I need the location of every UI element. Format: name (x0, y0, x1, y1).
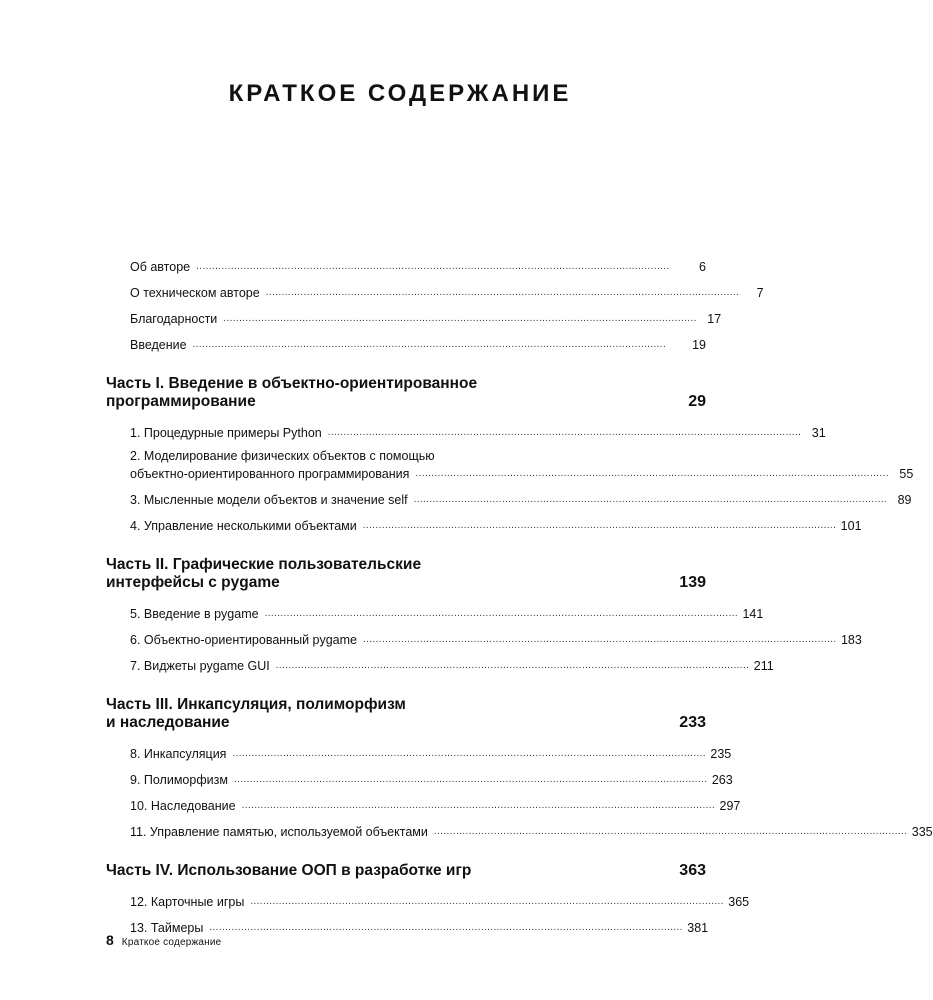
toc-entry-title: 6. Объектно-ориентированный pygame (130, 633, 358, 647)
toc-chapter-1[interactable] (106, 423, 826, 441)
toc-entry-title: Благодарности (130, 312, 218, 326)
dot-leader (414, 490, 886, 508)
dot-leader (234, 770, 706, 788)
toc-entry-page: 19 (692, 338, 706, 352)
toc-entry-title-cont: объектно-ориентированного программирования (130, 467, 410, 481)
toc-entry-title: 5. Введение в pygame (130, 607, 259, 621)
toc-part-2[interactable] (106, 556, 706, 592)
page-footer (106, 932, 221, 948)
toc-entry-page: 7 (756, 286, 764, 300)
part-title-line1: Часть IV. Использование ООП в разработке игр (106, 862, 472, 879)
toc-entry-page: 335 (911, 825, 933, 839)
toc-entry-page: 141 (742, 607, 764, 621)
toc-entry-title: 10. Наследование (130, 799, 236, 813)
footer-label: Краткое содержание (121, 937, 222, 948)
toc-entry-title: 4. Управление несколькими объектами (130, 519, 357, 533)
toc-chapter-4[interactable] (106, 516, 862, 534)
toc-chapter-10[interactable] (106, 796, 741, 814)
toc-entry-title: Об авторе (130, 260, 191, 274)
dot-leader (276, 656, 748, 674)
toc-entry-page: 365 (728, 895, 750, 909)
dot-leader (250, 892, 722, 910)
part-title-line2: программирование (106, 393, 256, 410)
toc-chapter-3[interactable] (106, 490, 912, 508)
toc-entry-page: 297 (719, 799, 741, 813)
dot-leader (209, 918, 681, 936)
part-page: 363 (679, 862, 706, 879)
part-page: 139 (679, 574, 706, 591)
toc-entry-page: 55 (899, 467, 914, 481)
toc-part-4[interactable] (106, 862, 706, 880)
toc-chapter-2[interactable] (106, 448, 914, 482)
toc-entry-page: 6 (699, 260, 706, 274)
toc-chapter-5[interactable] (106, 604, 764, 622)
toc-chapter-7[interactable] (106, 656, 774, 674)
toc-chapter-6[interactable] (106, 630, 862, 648)
toc-entry-acknowledgments[interactable] (106, 309, 722, 327)
dot-leader (363, 630, 835, 648)
toc-entry-tech-author[interactable] (106, 283, 764, 301)
toc-entry-title: 2. Моделирование физических объектов с помощью (130, 449, 435, 463)
toc-entry-title: 1. Процедурные примеры Python (130, 426, 322, 440)
toc-entry-page: 235 (710, 747, 732, 761)
toc-entry-title: 9. Полиморфизм (130, 773, 228, 787)
dot-leader (265, 604, 737, 622)
dot-leader (196, 257, 680, 275)
toc-entry-page: 89 (897, 493, 912, 507)
toc-entry-page: 31 (811, 426, 826, 440)
toc-entry-introduction[interactable] (106, 335, 706, 353)
toc-chapter-11[interactable] (106, 822, 933, 840)
toc-entry-page: 211 (753, 659, 774, 673)
dot-leader (223, 309, 695, 327)
toc-chapter-8[interactable] (106, 744, 732, 762)
page-title: КРАТКОЕ СОДЕРЖАНИЕ (228, 80, 572, 107)
part-title-line2: и наследование (106, 714, 230, 731)
part-title-line2: интерфейсы с pygame (106, 574, 280, 591)
dot-leader (242, 796, 714, 814)
dot-leader (232, 744, 704, 762)
dot-leader (193, 335, 680, 353)
footer-page-number: 8 (106, 932, 114, 948)
part-page: 29 (688, 393, 706, 410)
toc-entry-title: Введение (130, 338, 187, 352)
table-of-contents (106, 257, 933, 936)
part-title-line1: Часть I. Введение в объектно-ориентированное (106, 375, 478, 392)
toc-entry-title: 13. Таймеры (130, 921, 204, 935)
dot-leader (266, 283, 738, 301)
toc-entry-title: 11. Управление памятью, используемой объектами (130, 825, 428, 839)
dot-leader (434, 822, 906, 840)
toc-chapter-9[interactable] (106, 770, 733, 788)
part-title-line1: Часть II. Графические пользовательские (106, 556, 422, 573)
dot-leader (328, 423, 800, 441)
toc-part-3[interactable] (106, 696, 706, 732)
toc-part-1[interactable] (106, 375, 706, 411)
dot-leader (363, 516, 835, 534)
toc-entry-page: 183 (840, 633, 862, 647)
toc-entry-title: 3. Мысленные модели объектов и значение self (130, 493, 408, 507)
toc-entry-title: 12. Карточные игры (130, 895, 245, 909)
toc-entry-title: 8. Инкапсуляция (130, 747, 227, 761)
part-page: 233 (679, 714, 706, 731)
toc-entry-page: 17 (707, 312, 722, 326)
toc-chapter-12[interactable] (106, 892, 750, 910)
toc-entry-page: 381 (687, 921, 709, 935)
toc-entry-page: 101 (840, 519, 862, 533)
toc-entry-about-author[interactable] (106, 257, 706, 275)
toc-entry-title: 7. Виджеты pygame GUI (130, 659, 270, 673)
toc-entry-page: 263 (711, 773, 733, 787)
part-title-line1: Часть III. Инкапсуляция, полиморфизм (106, 696, 406, 713)
dot-leader (415, 464, 887, 482)
toc-entry-title: О техническом авторе (130, 286, 260, 300)
